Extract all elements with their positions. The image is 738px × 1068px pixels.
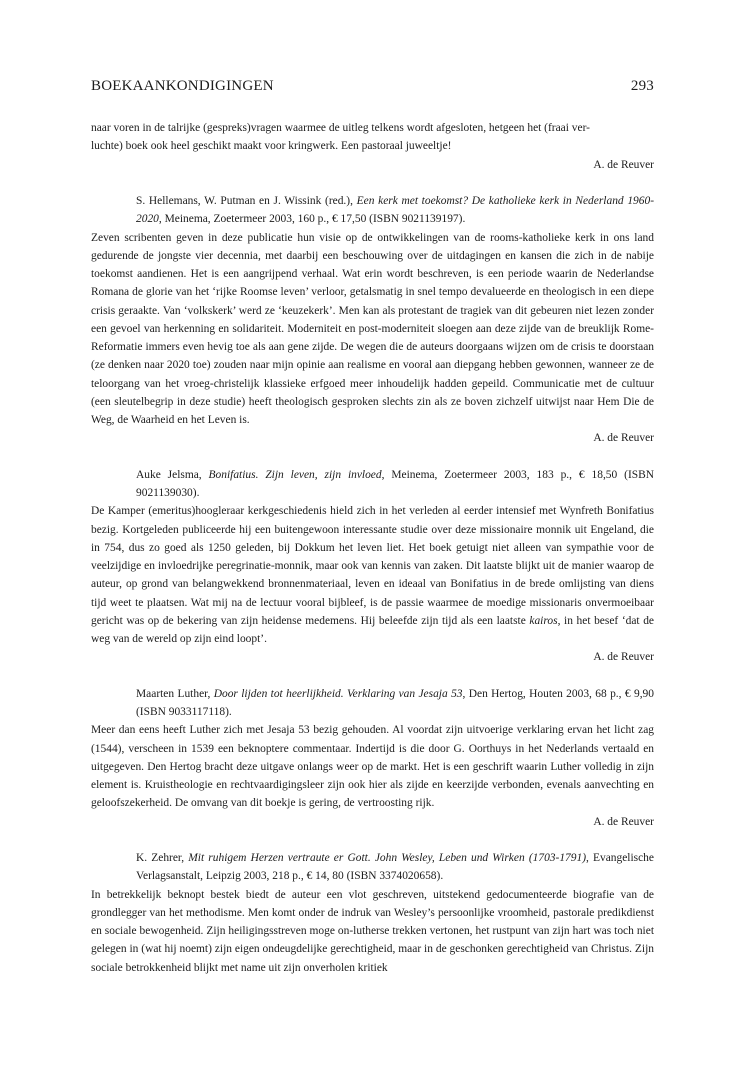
review-body-italic: kairos xyxy=(529,614,558,627)
reviewer-signature: A. de Reuver xyxy=(593,815,654,828)
review-zehrer xyxy=(91,849,654,977)
intro-signature: A. de Reuver xyxy=(593,158,654,171)
section-title: BOEKAANKONDIGINGEN xyxy=(91,78,274,94)
intro-line-1: naar voren in de talrijke (gespreks)vragen waarmee de uitleg telkens wordt afgesloten, hetgeen het (fraai ver- xyxy=(91,122,590,134)
content xyxy=(91,119,654,977)
review-body-part-2: , in het besef ‘dat de weg van de wereld op zijn eind loopt’. xyxy=(91,614,655,645)
intro-line-2: luchte) boek ook heel geschikt maakt voor kringwerk. Een pastoraal juweeltje! xyxy=(91,140,452,153)
book-citation xyxy=(91,849,654,886)
intro-paragraph xyxy=(91,119,654,156)
citation-authors: S. Hellemans, W. Putman en J. Wissink (red.), xyxy=(136,195,357,207)
citation-authors: Auke Jelsma, xyxy=(136,468,209,481)
book-title: Door lijden tot heerlijkheid. Verklaring van Jesaja 53 xyxy=(213,687,463,700)
review-jelsma xyxy=(91,466,654,667)
book-citation xyxy=(91,466,654,503)
citation-details: , Meinema, Zoetermeer 2003, 183 p., € 18,50 (ISBN 9021139030). xyxy=(136,468,654,499)
book-citation xyxy=(91,192,654,229)
citation-details: , Meinema, Zoetermeer 2003, 160 p., € 17,50 (ISBN 9021139197). xyxy=(158,213,466,226)
review-hellemans xyxy=(91,192,654,448)
page-number: 293 xyxy=(630,78,654,94)
page xyxy=(91,78,654,977)
book-title: Een kerk met toekomst? De katholieke kerk in Nederland 1960-2020 xyxy=(136,195,654,226)
citation-details: , Den Hertog, Houten 2003, 68 p., € 9,90 (ISBN 9033117118). xyxy=(136,687,654,718)
review-body-part-1: De Kamper (emeritus)hoogleraar kerkgeschiedenis hield zich in het verleden al eerder intensief met Wynfreth Bonifatius bezig. Kortgeleden publiceerde hij een buitengewoon interessante studie over deze missionaire monnik uit Engeland, die in 754, dus zo goed als 1250 geleden, bij Dokkum het leven liet. Het boek getuigt niet alleen van sympathie voor de veelzijdige en invloedrijke peregrinatie-monnik, maar ook van kennis van zaken. Dit laatste blijkt uit de manier waarop de auteur, op grond van belangwekkend bronnenmateriaal, leven en ideaal van Bonifatius in de brede omlijsting van diens tijd weet te plaatsen. Wat mij na de lectuur vooral bijbleef, is de passie waarmee de moedige missionaris onvermoeibaar gericht was op de bekering van zijn heidense medemens. Hij beleefde zijn tijd als een laatste xyxy=(91,505,654,627)
citation-authors: Maarten Luther, xyxy=(136,687,214,700)
review-body: Meer dan eens heeft Luther zich met Jesaja 53 bezig gehouden. Al voordat zijn uitvoerige verklaring ervan het licht zag (1544), verscheen in 1539 een beknoptere commentaar. Indertijd is die door G. Oorthuys in het Nederlands vertaald en uitgegeven. Den Hertog bracht deze uitgave onlangs weer op de markt. Het is een geschrift waarin Luther volledig in zijn element is. Kruistheologie en rechtvaardigingsleer zijn ook hier als zijde en keerzijde verbonden, evenals aanvechting en geloofszekerheid. De omvang van dit boekje is gering, de vertroosting rijk. xyxy=(91,724,654,810)
review-body: In betrekkelijk beknopt bestek biedt de auteur een vlot geschreven, uitstekend gedocumenteerde biografie van de grondlegger van het methodisme. Men komt onder de indruk van Wesley’s persoonlijke vroomheid, pastorale predikdienst en sociale bewogenheid. Zijn heiligingsstreven moge on-lutherse trekken vertonen, het rustpunt van zijn hart was toch niet gelegen in (wat hij noemt) zijn eigen ondeugdelijke gerechtigheid, maar in de geschonken gerechtigheid van Christus. Zijn sociale betrokkenheid blijkt met name uit zijn onverholen kritiek xyxy=(91,888,654,974)
book-citation xyxy=(91,685,654,722)
reviewer-signature: A. de Reuver xyxy=(593,432,654,445)
citation-authors: K. Zehrer, xyxy=(136,852,189,864)
review-luther xyxy=(91,685,654,831)
book-title: Mit ruhigem Herzen vertraute er Gott. John Wesley, Leben und Wirken (1703-1791) xyxy=(188,852,586,864)
review-body xyxy=(91,502,654,648)
citation-details: , Evangelische Verlagsanstalt, Leipzig 2003, 218 p., € 14, 80 (ISBN 3374020658). xyxy=(136,852,654,883)
book-title: Bonifatius. Zijn leven, zijn invloed xyxy=(208,468,382,481)
reviewer-signature: A. de Reuver xyxy=(593,651,654,664)
review-body: Zeven scribenten geven in deze publicatie hun visie op de ontwikkelingen van de rooms-katholieke kerk in ons land gedurende de jongste vier decennia, met daarbij een beschouwing over de uitdagingen en kansen die zich in de nabije toekomst aandienen. Het is een aangrijpend verhaal. Wat erin wordt beschreven, is een periode waarin de Nederlandse Romana de glorie van het ‘rijke Roomse leven’ verloor, getalsmatig in snel tempo devalueerde en theologisch in een diepe crisis geraakte. Van ‘volkskerk’ werd ze ‘keuzekerk’. Men kan als protestant de tragiek van dit gebeuren niet lezen zonder een gevoel van herkenning en solidariteit. Moderniteit en post-moderniteit sloegen aan deze zijde van de breuklijk Rome-Reformatie immers even hevig toe als aan gene zijde. De wegen die de auteurs doorgaans wijzen om de crisis te doorstaan (ze denken naar 2020 toe) zouden naar mijn opinie aan realisme en vooral aan diepgang hebben gewonnen, wanneer ze de teloorgang van het vroeg-christelijk klassieke erfgoed meer inhoudelijk hadden gepeild. Communicatie met de cultuur (een sleutelbegrip in deze studie) heeft theologisch gesproken slechts zin als ze boven zichzelf uitwijst naar Hem Die de Weg, de Waarheid en het Leven is. xyxy=(91,231,654,426)
running-head xyxy=(91,78,654,102)
